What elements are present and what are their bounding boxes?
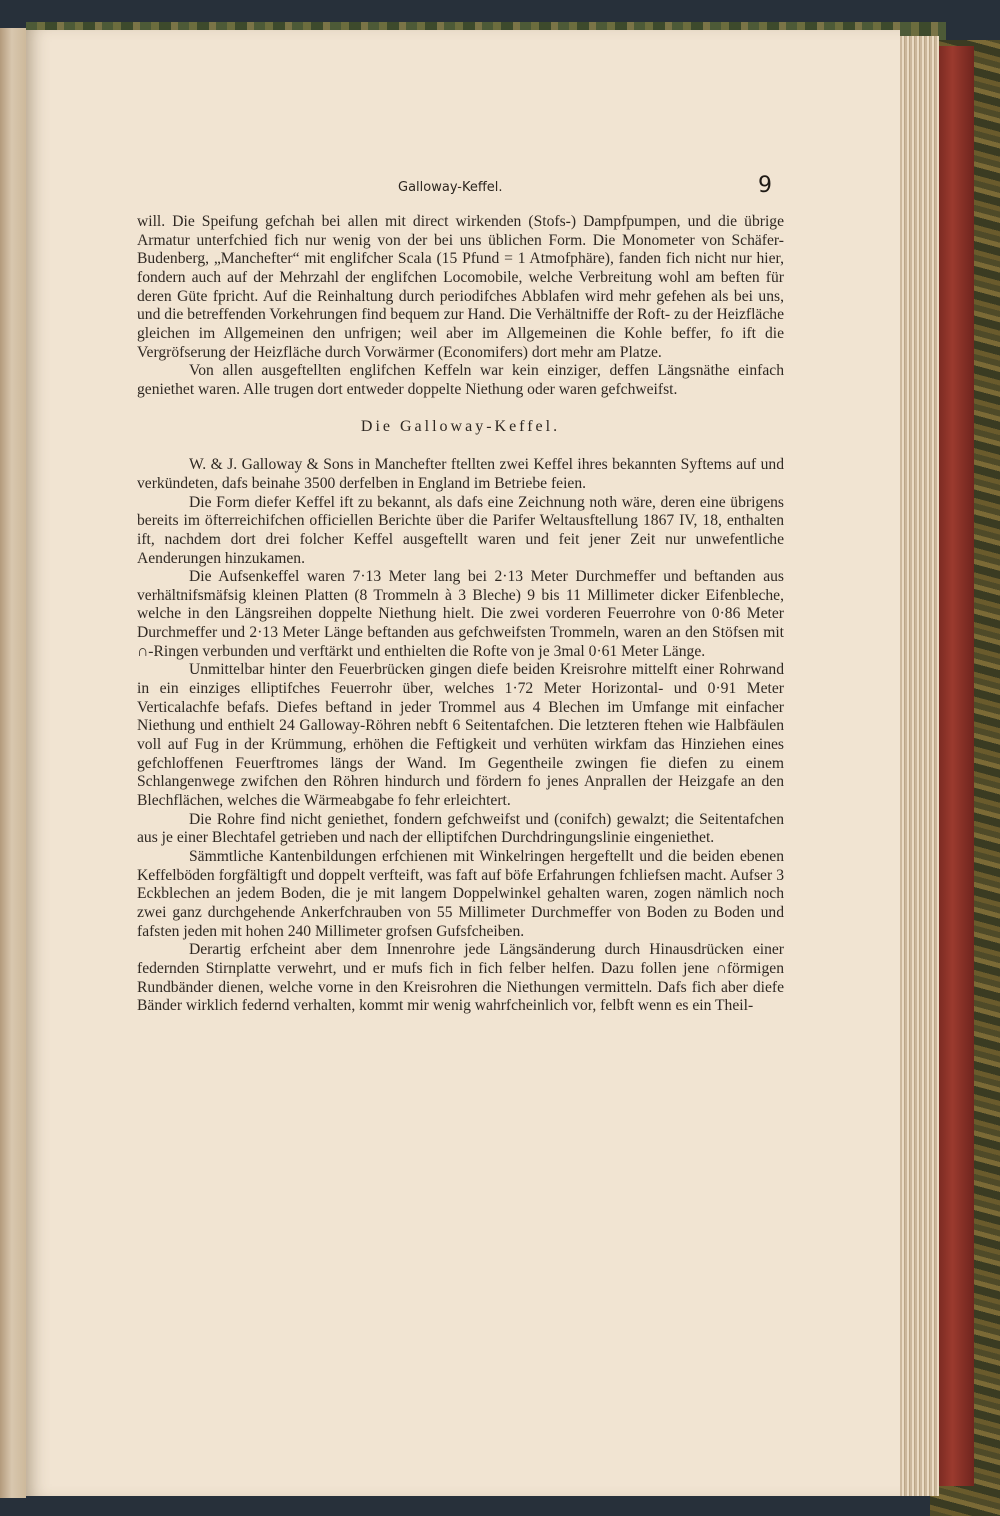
page-stack-edges: [895, 36, 939, 1496]
section-title: Die Galloway-Keffel.: [360, 417, 561, 435]
paragraph: W. & J. Galloway & Sons in Manchefter ftellten zwei Keffel ihres bekannten Syftems auf und verkündeten, dafs beinahe 3500 derfelben in England im Betriebe feien.: [137, 456, 784, 492]
paragraph: Sämmtliche Kantenbildungen erfchienen mit Winkelringen hergeftellt und die beiden ebenen Keffelböden forgfältigft und doppelt verfteift, was faft auf böfe Erfahrungen fchliefsen macht. Aufser 3 Eckblechen an jedem Boden, die je mit langem Doppelwinkel gehalten waren, zogen nämlich noch zwei ganz durchgehende Ankerfchrauben von 55 Millimeter Durchmeffer von Boden zu Boden und fafsten jeden mit hohen 240 Millimeter grofsen Gufsfcheiben.: [137, 848, 784, 940]
paragraph: Derartig erfcheint aber dem Innenrohre jede Längsänderung durch Hinausdrücken einer federnden Stirnplatte verwehrt, und er mufs fich in fich felber helfen. Dazu follen jene ∩förmigen Rundbänder dienen, welche vorne in den Kreisrohren die Niethungen vermitteln. Dafs fich aber diefe Bänder wirklich federnd verhalten, kommt mir wenig wahrfcheinlich vor, felbft wenn es ein Theil-: [137, 941, 784, 1015]
page-body: [137, 213, 784, 1016]
paragraph: will. Die Speifung gefchah bei allen mit direct wirkenden (Stofs-) Dampfpumpen, und die übrige Armatur unterfchied fich nur wenig von der bei uns üblichen Form. Die Monometer von Schäfer-Budenberg, „Manchefter“ mit englifcher Scala (15 Pfund = 1 Atmofphäre), fanden fich nicht nur hier, fondern auch auf der Mehrzahl der englifchen Locomobile, welche Verbreitung wohl am beften für deren Güte fpricht. Auf die Reinhaltung durch periodifches Abblafen wird mehr gefehen als bei uns, und die betreffenden Vorkehrungen find bequem zur Hand. Die Verhältniffe der Roft- zu der Heizfläche gleichen im Allgemeinen den unfrigen; weil aber im Allgemeinen die Kohle beffer, fo ift die Vergröfserung der Heizfläche durch Vorwärmer (Economifers) dort mehr am Platze.: [137, 213, 784, 361]
paragraph: Unmittelbar hinter den Feuerbrücken gingen diefe beiden Kreisrohre mittelft einer Rohrwand in ein einziges elliptifches Feuerrohr über, welches 1·72 Meter Horizontal- und 0·91 Meter Verticalachfe befafs. Diefes beftand in jeder Trommel aus 4 Blechen im Umfange mit einfacher Niethung und enthielt 24 Galloway-Röhren nebft 6 Seitentafchen. Die letzteren ftehen wie Halbfäulen voll auf Fug in der Krümmung, erhöhen die Feftigkeit und verhüten wirkfam das Hinziehen eines gefchloffenen Feuerftromes längs der Wand. Im Gegentheile zwingen fie diefen zu einem Schlangenwege zwifchen den Röhren hindurch und fördern fo jenes Anprallen der Heizgafe an den Blechflächen, welches die Wärmeabgabe fo fehr erleichtert.: [137, 661, 784, 810]
left-page-edge: [0, 28, 26, 1498]
paragraph: Die Aufsenkeffel waren 7·13 Meter lang bei 2·13 Meter Durchmeffer und beftanden aus verhältnifsmäfsig kleinen Platten (8 Trommeln à 3 Bleche) 9 bis 11 Millimeter dicker Eifenbleche, welche in den Längsreihen doppelte Niethung hielt. Die zwei vorderen Feuerrohre von 0·86 Meter Durchmeffer und 2·13 Meter Länge beftanden aus gefchweifsten Trommeln, waren an den Stöfsen mit ∩-Ringen verbunden und verftärkt und enthielten die Rofte von je 3mal 0·61 Meter Länge.: [137, 568, 784, 660]
page-number: 9: [758, 173, 772, 198]
running-header: Galloway-Keffel.: [398, 180, 503, 195]
paragraph: Die Form diefer Keffel ift zu bekannt, als dafs eine Zeichnung noth wäre, deren eine übrigens bereits im öfterreichifchen officiellen Berichte über die Parifer Weltausftellung 1867 IV, 18, enthalten ift, nachdem dort drei folcher Keffel ausgeftellt waren und feit jener Zeit nur unwefentliche Aenderungen hinzukamen.: [137, 493, 784, 567]
book-spine: [938, 46, 974, 1486]
paragraph: Die Rohre find nicht geniethet, fondern gefchweifst und (conifch) gewalzt; die Seitentafchen aus je einer Blechtafel getrieben und nach der elliptifchen Durchdringungslinie eingeniethet.: [137, 810, 784, 847]
paragraph: Von allen ausgeftellten englifchen Keffeln war kein einziger, deffen Längsnäthe einfach geniethet waren. Alle trugen dort entweder doppelte Niethung oder waren gefchweifst.: [137, 362, 784, 398]
